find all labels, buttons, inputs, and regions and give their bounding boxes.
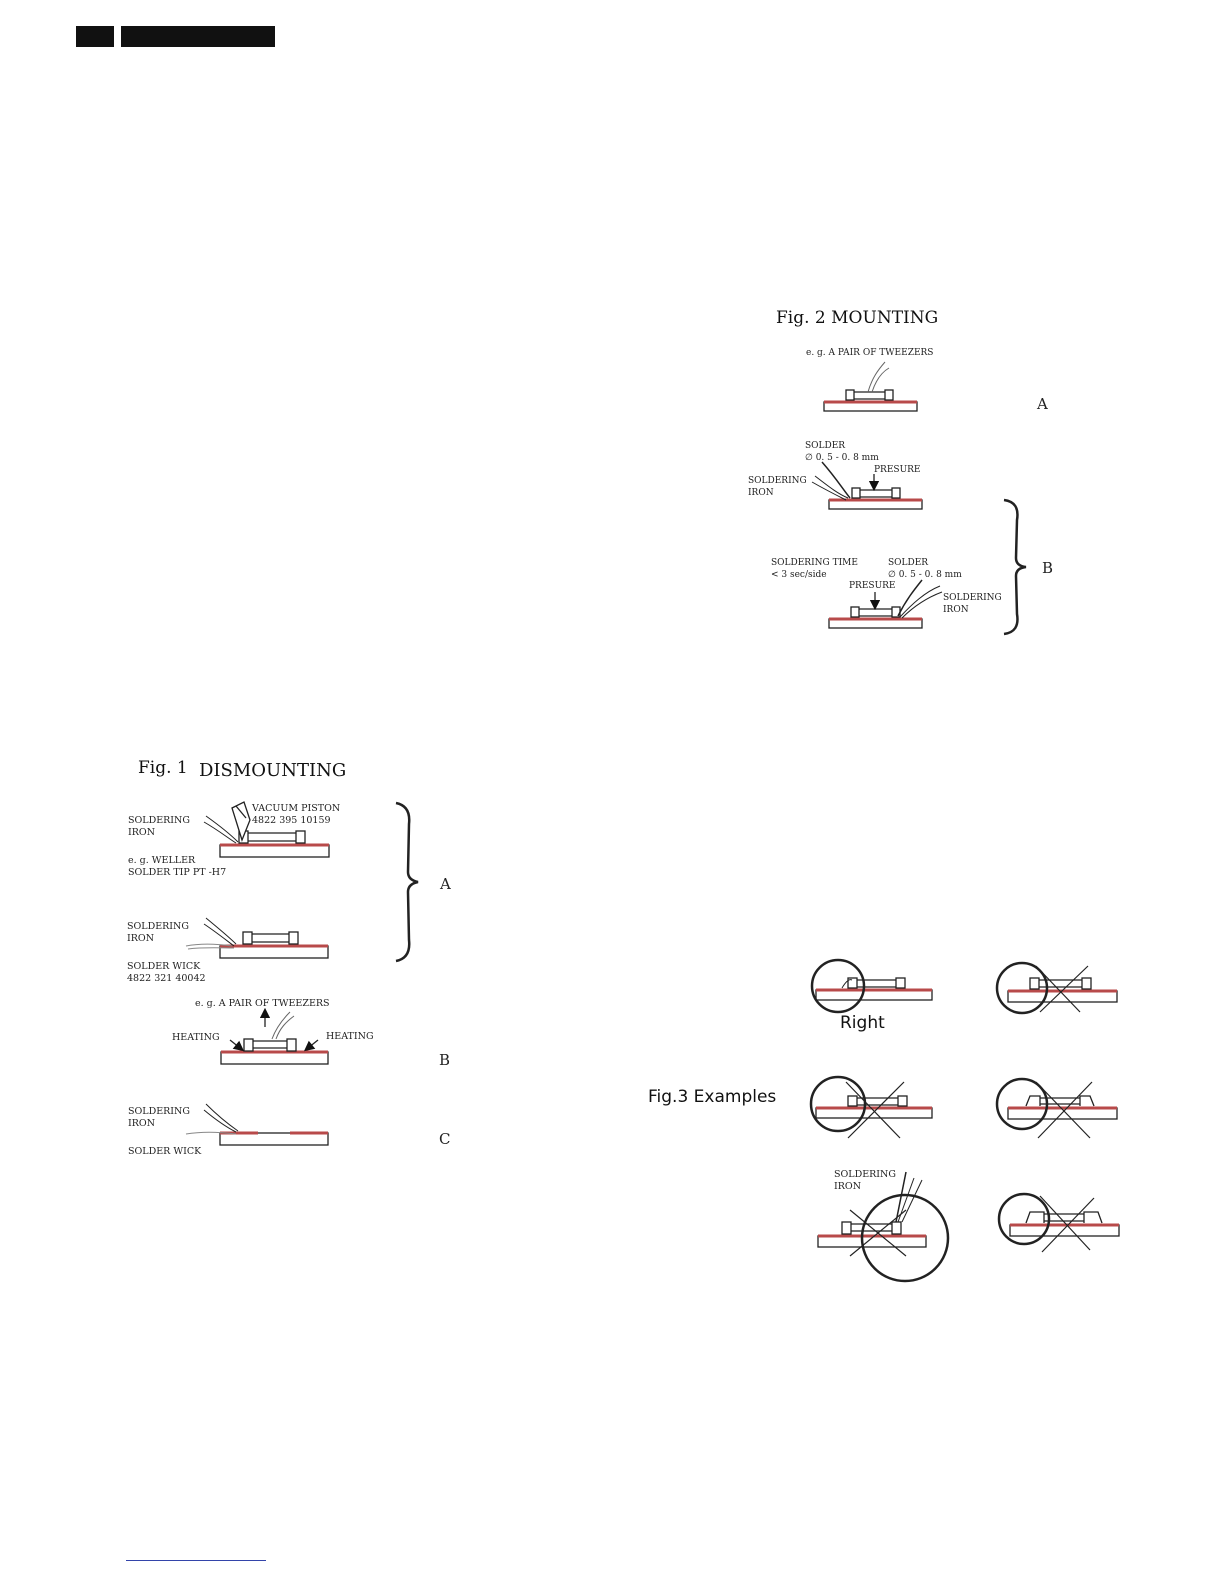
fig2-step-b1-drawing	[812, 462, 922, 509]
fig1-step-a2-drawing	[186, 918, 328, 958]
fig2-solder2-label: SOLDER ∅ 0. 5 - 0. 8 mm	[888, 558, 962, 580]
fig3-iron-label: SOLDERING IRON	[834, 1169, 896, 1192]
fig2-step-b2-drawing	[829, 580, 942, 628]
fig2-presure1-label: PRESURE	[874, 465, 921, 475]
fig2-step-a-drawing	[824, 362, 917, 411]
fig2-title: Fig. 2 MOUNTING	[776, 308, 939, 328]
fig2-iron1-label: SOLDERING IRON	[748, 476, 807, 498]
fig1-step-a1-drawing	[204, 802, 329, 857]
footer-link-line	[126, 1560, 266, 1561]
fig1-step2-iron-label: SOLDERING IRON	[127, 921, 189, 944]
fig1-weller-label: e. g. WELLER SOLDER TIP PT -H7	[128, 855, 227, 878]
fig1-heating-left-label: HEATING	[172, 1032, 220, 1043]
fig1-section-a: A	[440, 875, 451, 893]
fig1-step-c-drawing	[186, 1104, 328, 1145]
fig2-presure2-label: PRESURE	[849, 581, 896, 591]
fig1-brace-a	[396, 803, 418, 961]
fig1-tweezers-label: e. g. A PAIR OF TWEEZERS	[195, 998, 330, 1009]
fig2-solder1-label: SOLDER ∅ 0. 5 - 0. 8 mm	[805, 441, 879, 463]
fig1-wick-label: SOLDER WICK 4822 321 40042	[127, 961, 206, 984]
fig3-right-label: Right	[840, 1013, 885, 1033]
fig3-example-wrong-4	[818, 1172, 948, 1281]
fig3-example-right	[812, 960, 932, 1012]
fig1-step1-iron-label: SOLDERING IRON	[128, 815, 190, 838]
fig3-title: Fig.3 Examples	[648, 1087, 777, 1107]
fig3-example-wrong-1	[997, 963, 1117, 1013]
fig1-step4-iron-label: SOLDERING IRON	[128, 1106, 190, 1129]
fig1-title: DISMOUNTING	[199, 760, 347, 781]
fig1-step-b-drawing	[221, 1012, 328, 1064]
fig2-time-label: SOLDERING TIME < 3 sec/side	[771, 558, 858, 580]
fig1-title-prefix: Fig. 1	[138, 758, 188, 778]
fig1-section-b: B	[439, 1051, 451, 1069]
fig2-tweezers-label: e. g. A PAIR OF TWEEZERS	[806, 348, 934, 358]
fig3-example-wrong-5	[999, 1194, 1119, 1252]
fig1-section-c: C	[439, 1130, 451, 1148]
fig2-brace-b	[1004, 500, 1026, 634]
fig2-section-a: A	[1037, 395, 1048, 413]
fig1-step4-wick-label: SOLDER WICK	[128, 1146, 202, 1157]
fig1-vacuum-label: VACUUM PISTON 4822 395 10159	[252, 803, 341, 826]
fig2-iron2-label: SOLDERING IRON	[943, 593, 1002, 615]
fig2-section-b: B	[1042, 559, 1054, 577]
fig1-heating-right-label: HEATING	[326, 1031, 374, 1042]
fig3-example-wrong-2	[811, 1077, 932, 1138]
fig3-example-wrong-3	[997, 1079, 1117, 1138]
